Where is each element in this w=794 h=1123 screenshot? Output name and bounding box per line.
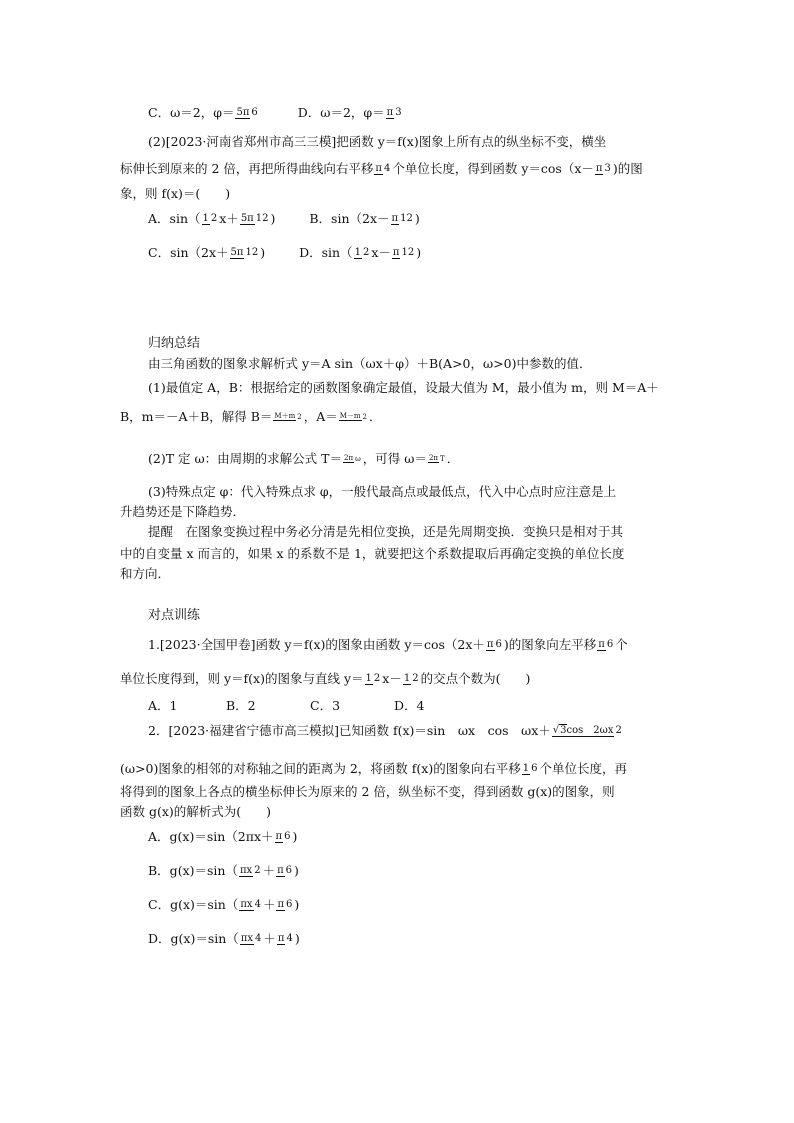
- practice-q2-option-b: B．g(x)＝sin（ πx 2 ＋ π 6 ): [148, 862, 299, 878]
- summary-point-3b: 升趋势还是下降趋势．: [120, 504, 246, 519]
- fraction: π 6: [277, 864, 293, 876]
- fraction: 5π 12: [240, 212, 269, 224]
- option-b: B．2: [226, 697, 256, 713]
- option-d: D．sin（: [299, 244, 353, 260]
- sqrt-sign: √3: [552, 724, 567, 736]
- fraction: π 6: [277, 898, 293, 910]
- summary-tip-3: 和方向．: [120, 566, 171, 581]
- option-b: B．sin（2x－: [309, 210, 390, 226]
- fraction: π 3: [386, 106, 402, 118]
- fraction: 5π 12: [230, 246, 259, 258]
- section-title-summary: 归纳总结: [148, 336, 201, 351]
- question-2-line-1: (2)[2023·河南省郑州市高三三模]把函数 y＝f(x)图象上所有点的纵坐标不变，横坐: [148, 134, 607, 149]
- practice-q1-line-2: 单位长度得到，则 y＝f(x)的图象与直线 y＝ 1 2 x－ 1 2 的交点个数为( ): [120, 670, 531, 686]
- fraction: 2π T: [428, 454, 445, 463]
- option-c: C．3: [310, 697, 341, 713]
- fraction: πx 4: [240, 898, 261, 910]
- practice-q2-line-1: 2．[2023·福建省宁德市高三模拟]已知函数 f(x)＝sin ωx cos ωx＋ √3cos 2ωx 2: [148, 722, 622, 738]
- practice-q2-option-a: A．g(x)＝sin（2πx＋ π 6 ): [148, 828, 298, 844]
- option-c: C．sin（2x＋: [148, 244, 229, 260]
- summary-intro: 由三角函数的图象求解析式 y＝A sin（ωx＋φ）＋B(A>0，ω>0)中参数的值．: [148, 356, 592, 371]
- summary-point-2: (2)T 定 ω：由周期的求解公式 T＝ 2π ω ，可得 ω＝ 2π T ．: [148, 450, 460, 466]
- practice-q1-options: [148, 697, 424, 714]
- fraction: π 12: [392, 246, 415, 258]
- summary-point-1b: B，m＝－A＋B，解得 B＝ M＋m 2 ，A＝ M－m 2 ．: [120, 408, 382, 424]
- practice-q1-line-1: 1.[2023·全国甲卷]函数 y＝f(x)的图象由函数 y＝cos（2x＋ π 6 )的图象向左平移 π 6 个: [148, 636, 628, 652]
- fraction: πx 2: [239, 864, 261, 876]
- fraction: π 4: [375, 162, 391, 174]
- fraction: 5π 6: [236, 106, 258, 118]
- question-2-line-2: 标伸长到原来的 2 倍，再把所得曲线向右平移 π 4 个单位长度，得到函数 y＝cos（x－ π 3 )的图: [120, 160, 643, 176]
- summary-point-1a: (1)最值定 A，B：根据给定的函数图象确定最值，设最大值为 M，最小值为 m，则 M＝A＋: [148, 380, 659, 395]
- q2-options-cd: C．sin（2x＋ 5π 12 ) D．sin（ 1 2 x－ π 12 ): [148, 244, 422, 260]
- fraction: π 6: [486, 638, 502, 650]
- fraction: M－m 2: [339, 412, 368, 421]
- fraction: M＋m 2: [274, 412, 302, 421]
- fraction: π 4: [277, 932, 293, 944]
- prev-options-line: [148, 104, 404, 121]
- option-d: D．4: [394, 697, 425, 713]
- summary-tip-1: 提醒 在图象变换过程中务必分清是先相位变换，还是先周期变换．变换只是相对于其: [148, 524, 624, 539]
- practice-q2-line-2: (ω>0)图象的相邻的对称轴之间的距离为 2，将函数 f(x)的图象向右平移 1 6 个单位长度，再: [120, 760, 627, 776]
- fraction: 1 2: [354, 246, 370, 258]
- fraction: 1 2: [403, 672, 419, 684]
- option-d: D．ω＝2，φ＝: [297, 104, 385, 120]
- fraction: 2π ω: [344, 454, 361, 463]
- fraction: 1 6: [522, 762, 538, 774]
- practice-q2-line-4: 函数 g(x)的解析式为( ): [120, 804, 272, 819]
- section-title-practice: 对点训练: [148, 608, 201, 623]
- practice-q2-option-d: D．g(x)＝sin（ πx 4 ＋ π 4 ): [148, 930, 300, 946]
- fraction: πx 4: [240, 932, 262, 944]
- fraction: π 6: [275, 830, 291, 842]
- fraction: 1 2: [365, 672, 381, 684]
- option-a: A．sin（: [148, 210, 201, 226]
- question-2-line-3: 象，则 f(x)＝( ): [120, 186, 231, 201]
- practice-q2-option-c: C．g(x)＝sin（ πx 4 ＋ π 6 ): [148, 896, 300, 912]
- summary-point-3a: (3)特殊点定 φ：代入特殊点求 φ，一般代最高点或最低点，代入中心点时应注意是上: [148, 484, 617, 499]
- fraction: π 12: [391, 212, 413, 224]
- practice-q2-line-3: 将得到的图象上各点的横坐标伸长为原来的 2 倍，纵坐标不变，得到函数 g(x)的图象，则: [120, 784, 615, 799]
- summary-tip-2: 中的自变量 x 而言的，如果 x 的系数不是 1，就要把这个系数提取后再确定变换的单位长度: [120, 546, 625, 561]
- fraction: √3cos 2ωx 2: [552, 724, 622, 736]
- q2-options-ab: A．sin（ 1 2 x＋ 5π 12 ) B．sin（2x－ π 12 ): [148, 210, 420, 226]
- fraction: π 6: [598, 638, 614, 650]
- fraction: π 3: [595, 162, 611, 174]
- option-c: C．ω＝2，φ＝: [148, 104, 235, 120]
- option-a: A．1: [148, 697, 178, 713]
- fraction: 1 2: [202, 212, 218, 224]
